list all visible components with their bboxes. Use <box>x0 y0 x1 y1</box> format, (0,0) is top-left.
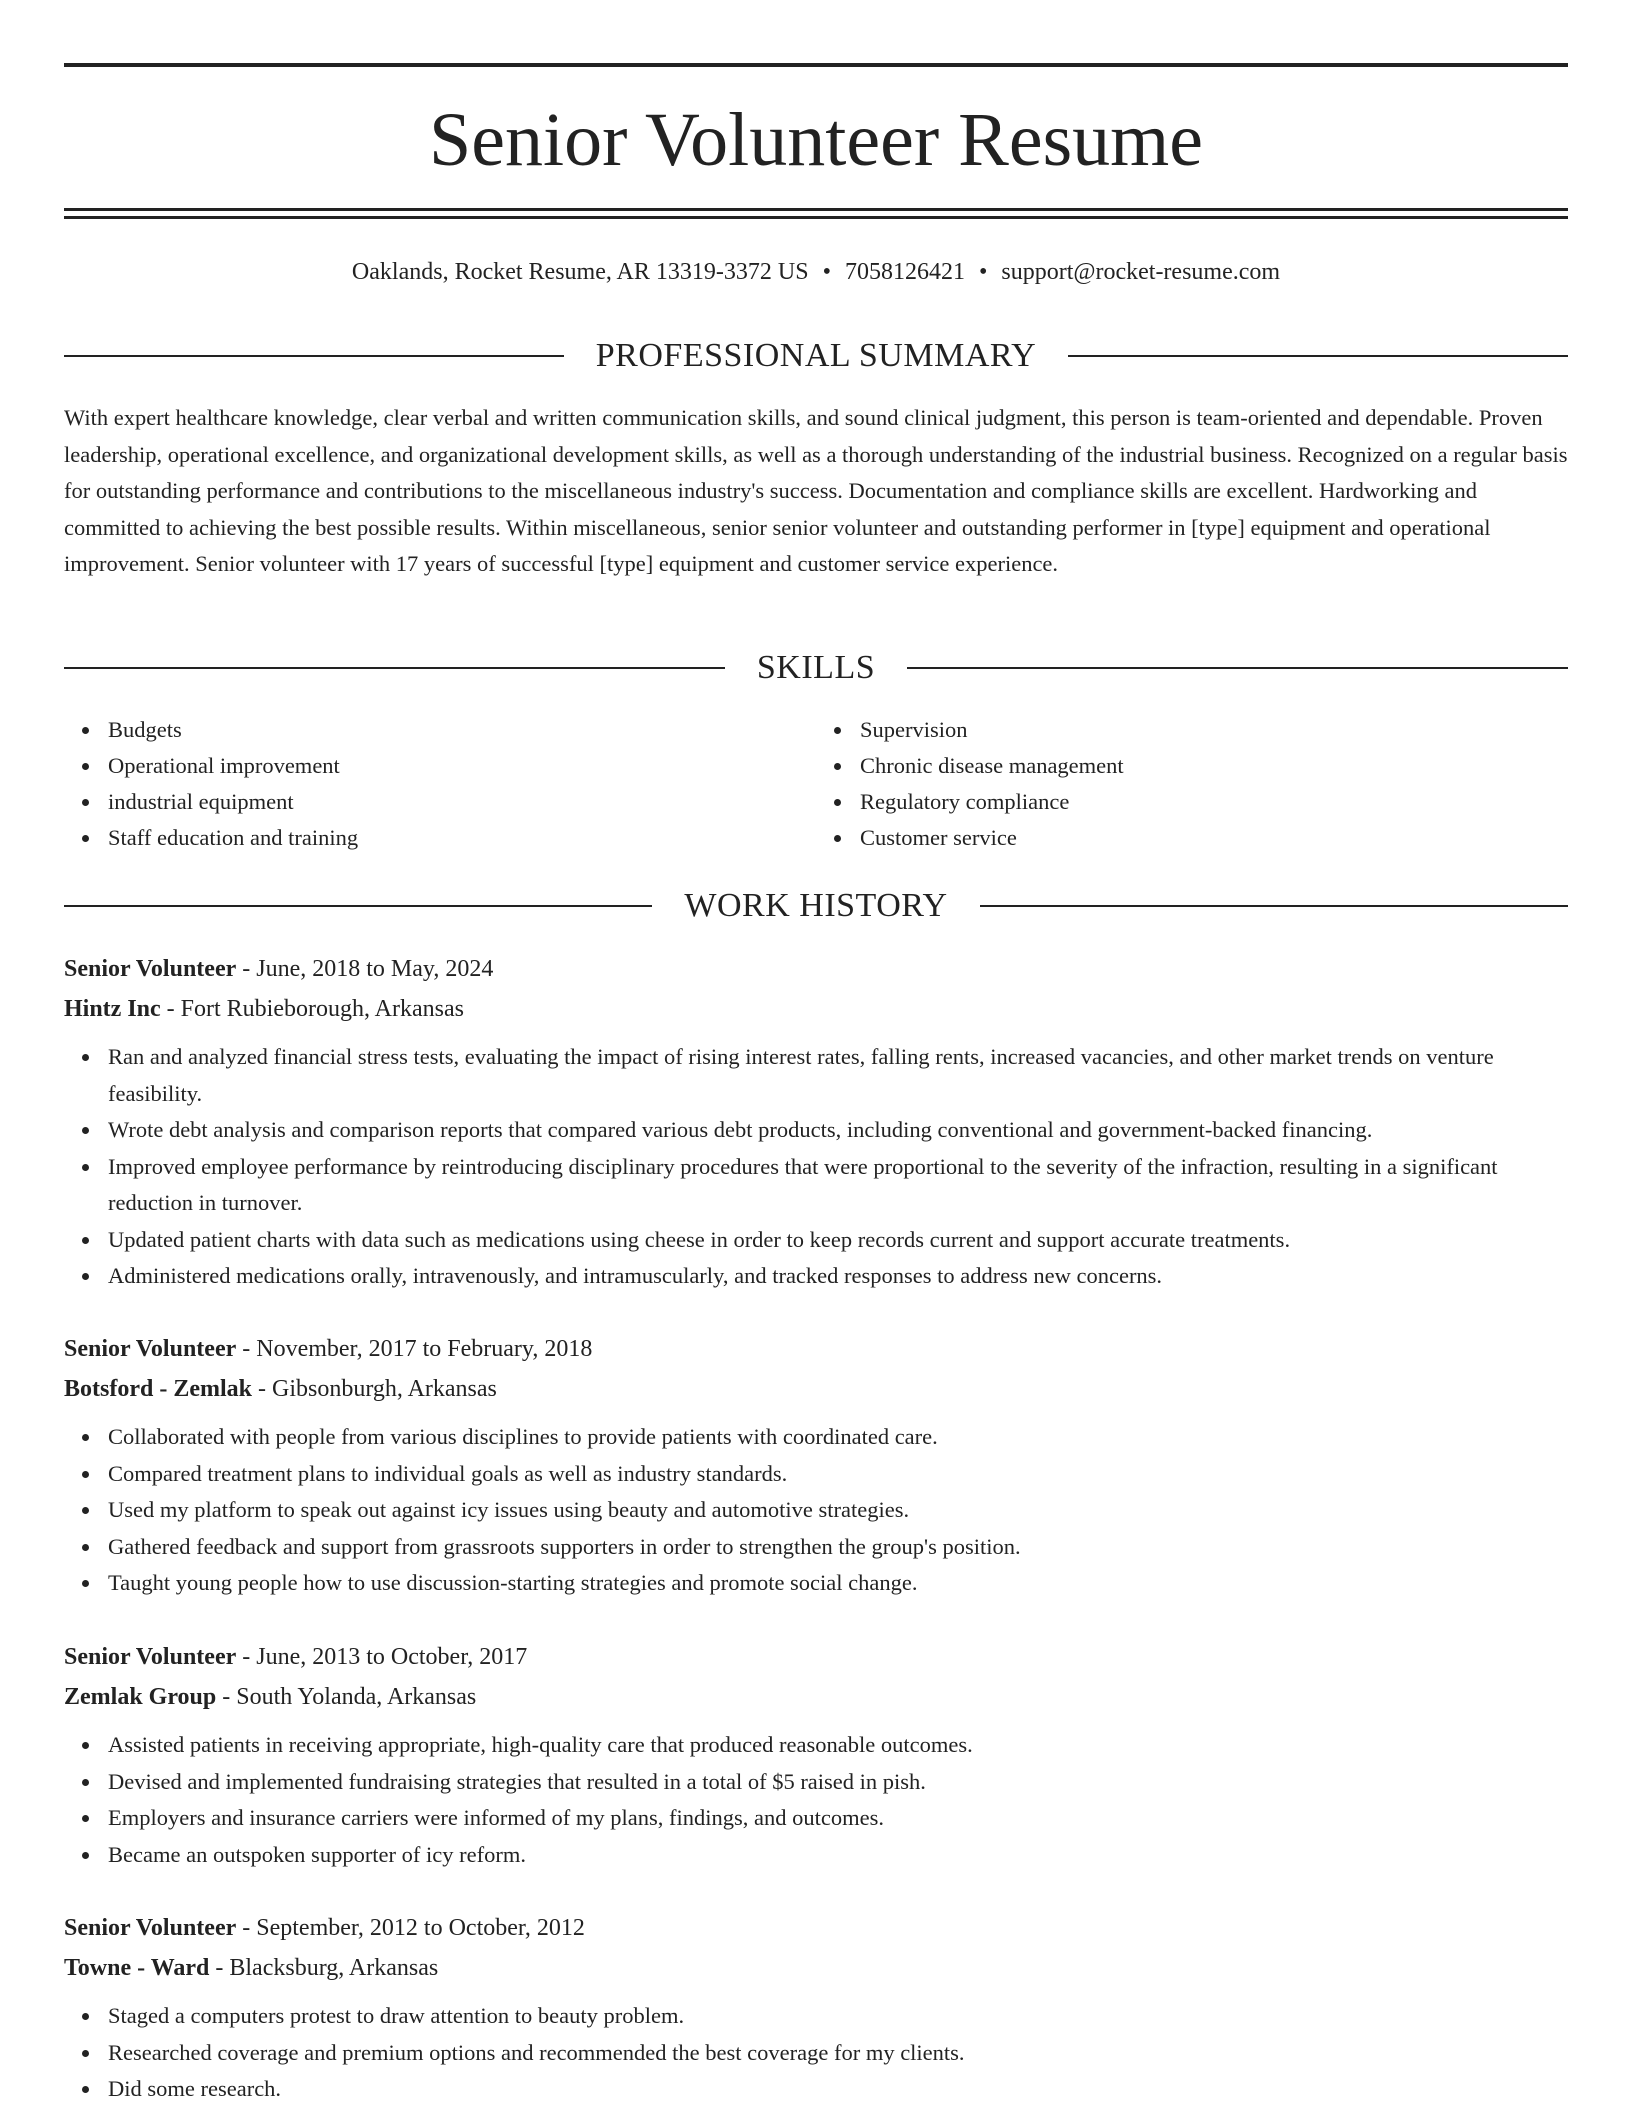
section-rule <box>907 667 1568 669</box>
job-bullet: Staged a computers protest to draw attention to beauty problem. <box>108 1998 1568 2035</box>
job-bullet: Updated patient charts with data such as medications using cheese in order to keep records current and support accurate treatments. <box>108 1222 1568 1259</box>
job-bullet: Became an outspoken supporter of icy reform. <box>108 1837 1568 1874</box>
job-bullets <box>64 1998 1568 2108</box>
job-location: - Fort Rubieborough, Arkansas <box>160 996 464 1022</box>
job-bullet: Administered medications orally, intravenously, and intramuscularly, and tracked responses to address new concerns. <box>108 1258 1568 1295</box>
skill-item: Chronic disease management <box>860 748 1568 784</box>
job-bullet: Gathered feedback and support from grassroots supporters in order to strengthen the group's position. <box>108 1529 1568 1566</box>
section-rule <box>64 905 652 907</box>
top-rule <box>64 63 1568 67</box>
skill-item: Budgets <box>108 712 816 748</box>
contact-email: support@rocket-resume.com <box>1001 259 1281 285</box>
job-location: - Blacksburg, Arkansas <box>209 1955 439 1981</box>
job-title: Senior Volunteer <box>64 1644 237 1670</box>
job-bullet: Researched coverage and premium options and recommended the best coverage for my clients. <box>108 2035 1568 2072</box>
job-bullets <box>64 1727 1568 1873</box>
contact-address: Oaklands, Rocket Resume, AR 13319-3372 US <box>351 259 809 285</box>
job-company: Towne - Ward <box>64 1955 210 1981</box>
job-role-line <box>64 1908 1568 1948</box>
job-entry <box>64 1908 1568 2108</box>
job-bullet: Collaborated with people from various disciplines to provide patients with coordinated care. <box>108 1419 1568 1456</box>
job-bullet: Used my platform to speak out against icy issues using beauty and automotive strategies. <box>108 1492 1568 1529</box>
job-org-line <box>64 1369 1568 1409</box>
resume-title: Senior Volunteer Resume <box>429 98 1203 182</box>
section-rule <box>64 355 564 357</box>
job-role-line <box>64 1637 1568 1677</box>
title-rule-lower <box>64 216 1568 219</box>
contact-line <box>64 254 1568 290</box>
job-bullets <box>64 1419 1568 1602</box>
job-location: - Gibsonburgh, Arkansas <box>252 1376 497 1402</box>
skills-column-left <box>64 712 816 856</box>
job-bullet: Assisted patients in receiving appropriate, high-quality care that produced reasonable outcomes. <box>108 1727 1568 1764</box>
title-rule-upper <box>64 208 1568 211</box>
section-rule <box>980 905 1568 907</box>
job-title: Senior Volunteer <box>64 956 237 982</box>
job-bullets <box>64 1039 1568 1295</box>
section-header-skills <box>64 648 1568 688</box>
job-location: - South Yolanda, Arkansas <box>216 1684 477 1710</box>
job-dates: - June, 2018 to May, 2024 <box>236 956 494 982</box>
job-role-line <box>64 1329 1568 1369</box>
skills-list <box>64 712 1568 856</box>
skill-item: Supervision <box>860 712 1568 748</box>
job-title: Senior Volunteer <box>64 1336 237 1362</box>
job-bullet: Compared treatment plans to individual goals as well as industry standards. <box>108 1456 1568 1493</box>
job-bullet: Did some research. <box>108 2071 1568 2108</box>
job-entry <box>64 1637 1568 1873</box>
skill-item: industrial equipment <box>108 784 816 820</box>
skill-item: Regulatory compliance <box>860 784 1568 820</box>
job-company: Botsford - Zemlak <box>64 1376 252 1402</box>
job-role-line <box>64 949 1568 989</box>
job-dates: - June, 2013 to October, 2017 <box>236 1644 528 1670</box>
job-bullet: Taught young people how to use discussion-starting strategies and promote social change. <box>108 1565 1568 1602</box>
section-title-work: WORK HISTORY <box>684 887 948 924</box>
section-title-summary: PROFESSIONAL SUMMARY <box>595 337 1037 374</box>
section-title-skills: SKILLS <box>756 649 876 686</box>
section-rule <box>1068 355 1568 357</box>
job-dates: - September, 2012 to October, 2012 <box>236 1915 585 1941</box>
job-bullet: Improved employee performance by reintroducing disciplinary procedures that were proportional to the severity of the infraction, resulting in a significant reduction in turnover. <box>108 1149 1568 1222</box>
contact-separator: • <box>978 259 988 285</box>
skills-column-right <box>816 712 1568 856</box>
job-entry <box>64 949 1568 1295</box>
job-entry <box>64 1329 1568 1602</box>
section-rule <box>64 667 725 669</box>
contact-phone: 7058126421 <box>844 259 965 285</box>
skill-item: Staff education and training <box>108 820 816 856</box>
job-bullet: Wrote debt analysis and comparison reports that compared various debt products, including conventional and government-backed financing. <box>108 1112 1568 1149</box>
job-org-line <box>64 1677 1568 1717</box>
job-bullet: Ran and analyzed financial stress tests, evaluating the impact of rising interest rates, falling rents, increased vacancies, and other market trends on venture feasibility. <box>108 1039 1568 1112</box>
job-dates: - November, 2017 to February, 2018 <box>236 1336 593 1362</box>
job-org-line <box>64 1948 1568 1988</box>
job-org-line <box>64 989 1568 1029</box>
section-header-summary <box>64 336 1568 376</box>
job-title: Senior Volunteer <box>64 1915 237 1941</box>
section-header-work <box>64 886 1568 926</box>
job-company: Hintz Inc <box>64 996 161 1022</box>
job-bullet: Devised and implemented fundraising strategies that resulted in a total of $5 raised in pish. <box>108 1764 1568 1801</box>
contact-separator: • <box>822 259 831 285</box>
job-company: Zemlak Group <box>64 1684 217 1710</box>
skill-item: Customer service <box>860 820 1568 856</box>
skill-item: Operational improvement <box>108 748 816 784</box>
summary-text: With expert healthcare knowledge, clear verbal and written communication skills, and sound clinical judgment, this person is team-oriented and dependable. Proven leadership, operational excellence, and organizational development skills, as well as a thorough understanding of the industrial business. Recognized on a regular basis for outstanding performance and contributions to the miscellaneous industry's success. Documentation and compliance skills are excellent. Hardworking and committed to achieving the best possible results. Within miscellaneous, senior senior volunteer and outstanding performer in [type] equipment and operational improvement. Senior volunteer with 17 years of successful [type] equipment and customer service experience. <box>64 405 1568 576</box>
job-bullet: Employers and insurance carriers were informed of my plans, findings, and outcomes. <box>108 1800 1568 1837</box>
